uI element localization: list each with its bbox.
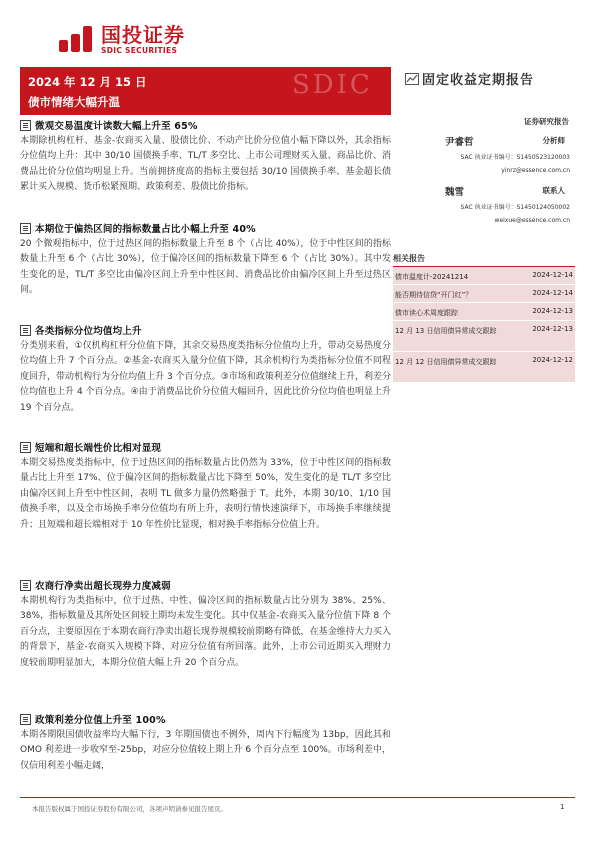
section-title: 农商行净卖出超长现券力度减弱 (35, 581, 171, 592)
related-report-title: 能否期待信贷“开门红”？ (395, 291, 473, 299)
page-number: 1 (560, 803, 565, 811)
logo-name-cn: 国投证券 (101, 23, 185, 47)
related-report-title: 债市读心术周度跟踪 (395, 309, 458, 317)
report-headline: 债市情绪大幅升温 (28, 95, 120, 109)
footer-disclaimer: 本报告版权属于国投证券股份有限公司，各项声明请参见报告尾页。 (32, 805, 227, 813)
related-report-item[interactable] (393, 303, 575, 320)
list-icon (20, 442, 31, 453)
section-body: 本期机构行为类指标中，位于过热、中性、偏冷区间的指标数量占比分别为 38%、25%、38%，指标数量及其所处区间较上期均未发生变化。其中仅基金-农商买入量分位值下降 8 个百分点，主要原因在于本期农商行净卖出超长现券规模较前期略有降低，在基金维持大力买入的背景下，基金-农商买入规模下降、对应分位值有所回落。此外，上市公司近期买入理财力度较前期明显加大，本期分位值大幅上升 20 个百分点。 (20, 596, 391, 668)
banner-watermark: SDIC (292, 70, 373, 100)
summary-section (20, 323, 391, 416)
section-title: 短端和超长端性价比相对显现 (35, 443, 162, 454)
summary-section (20, 712, 391, 774)
report-date: 2024 年 12 月 15 日 (28, 75, 147, 89)
analyst-role: 联系人 (542, 186, 565, 195)
list-icon (20, 714, 31, 725)
company-logo (57, 24, 185, 55)
related-report-item[interactable] (393, 321, 575, 351)
section-title: 政策利差分位值上升至 100% (35, 715, 166, 726)
related-report-item[interactable] (393, 285, 575, 302)
summary-section (20, 118, 391, 196)
section-body: 20 个微观指标中，位于过热区间的指标数量上升至 8 个（占比 40%），位于中性区间的指标数量上升至 6 个（占比 30%），位于偏冷区间的指标数量下降至 6 个（占比 30%）。其中发生变化的是，TL/T 多空比由偏冷区间上升至中性区间、消费品比价由偏冷区间上升至过热区间。 (20, 239, 391, 296)
footer-divider (20, 797, 575, 798)
section-body: 本期各期限国债收益率均大幅下行，3 年期国债也不例外，周内下行幅度为 13bp，因此其和 OMO 利差进一步收窄至-25bp，对应分位值较上期上升 6 个百分点至 100%。市场利差中，仅信用利差小幅走阔， (20, 730, 391, 771)
related-report-title: 12 月 12 日信用债异常成交跟踪 (395, 358, 497, 366)
section-title: 微观交易温度计读数大幅上升至 65% (35, 121, 198, 132)
section-title: 各类指标分位均值均上升 (35, 326, 142, 337)
related-report-item[interactable] (393, 352, 575, 382)
analyst-name: 魏雪 (445, 187, 465, 198)
list-icon (20, 223, 31, 234)
analyst-name: 尹睿哲 (445, 137, 474, 148)
doc-type-label: 证券研究报告 (524, 117, 569, 126)
report-type-label: 固定收益定期报告 (422, 73, 535, 88)
header-banner (20, 67, 391, 115)
section-title: 本期位于偏热区间的指标数量占比小幅上升至 40% (35, 224, 256, 235)
chart-icon (405, 73, 419, 85)
list-icon (20, 325, 31, 336)
analyst-cert: SAC 执业证书编号：S1450124050002 (460, 204, 570, 211)
section-body: 分类别来看，①仅机构杠杆分位值下降，其余交易热度类指标分位值均上升，带动交易热度分位均值上升 7 个百分点。②基金-农商买入量分位值下降，其余机构行为类指标分位值不同程度回升，带动机构行为分位均值上升 3 个百分点。③市场和政策利差分位值继续上升，利差分位均值也上升 4 个百分点。④由于消费品比价分位值大幅回升，因此比价分位均值也明显上升 19 个百分点。 (20, 341, 391, 413)
logo-mark-icon (57, 26, 95, 54)
related-report-date: 2024-12-13 (532, 307, 573, 315)
analyst-cert: SAC 执业证书编号：S1450523120003 (460, 154, 570, 161)
summary-section (20, 578, 391, 671)
summary-section (20, 440, 391, 533)
report-type (405, 69, 534, 88)
related-reports-list (393, 267, 575, 383)
related-report-date: 2024-12-14 (532, 289, 573, 297)
related-report-title: 12 月 13 日信用债异常成交跟踪 (395, 327, 497, 335)
list-icon (20, 120, 31, 131)
related-report-date: 2024-12-14 (532, 271, 573, 279)
related-report-item[interactable] (393, 267, 575, 284)
list-icon (20, 580, 31, 591)
related-reports-title: 相关报告 (393, 253, 575, 267)
logo-name-en: SDIC SECURITIES (101, 46, 178, 55)
section-body: 本期交易热度类指标中，位于过热区间的指标数量占比仍然为 33%，位于中性区间的指标数量占比上升至 17%、位于偏冷区间的指标数量占比下降至 50%，发生变化的是 TL/T 多空比由偏冷区间上升至中性区间，表明 TL 做多力量仍然略强于 T。此外，本期 30/10、1/10 国债换手率，以及全市场换手率分位值均有所上升，表明行情快速演绎下，市场换手率继续提升；且短端和超长端相对于 10 年性价比显现，相对换手率指标分位值上升。 (20, 458, 391, 530)
related-report-title: 债市温度计-20241214 (395, 273, 469, 281)
section-body: 本期除机构杠杆、基金-农商买入量、股债比价、不动产比价分位值小幅下降以外，其余指标分位值均上升：其中 30/10 国债换手率、TL/T 多空比、上市公司理财买入量、商品比价、消费品比价分位值均明显上升。当前拥挤度高的指标主要包括 30/10 国债换手率、基金超长债累计买入规模、货币松紧预期、政策利差、股债比价指标。 (20, 136, 391, 193)
related-report-date: 2024-12-12 (532, 356, 573, 364)
analyst-role: 分析师 (542, 136, 565, 145)
related-report-date: 2024-12-13 (532, 325, 573, 333)
analyst-email[interactable]: yinrz@essence.com.cn (501, 167, 570, 174)
summary-section (20, 221, 391, 299)
analyst-email[interactable]: weixue@essence.com.cn (494, 217, 570, 224)
